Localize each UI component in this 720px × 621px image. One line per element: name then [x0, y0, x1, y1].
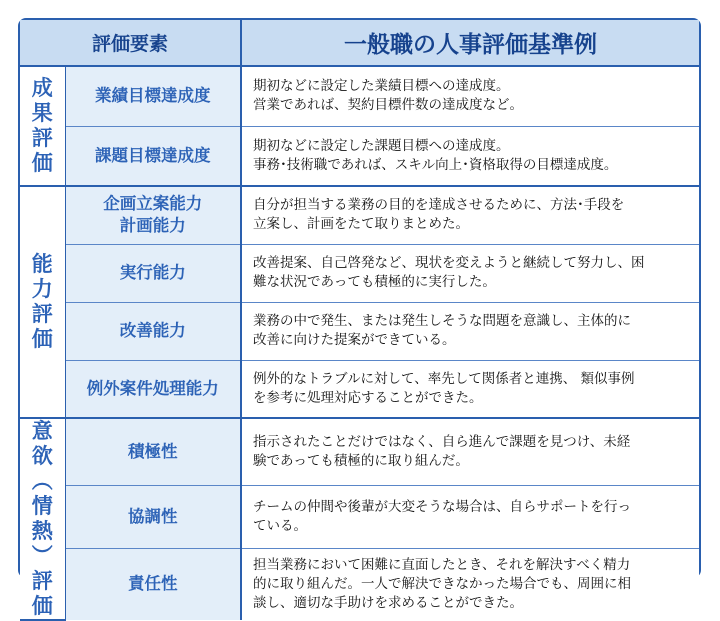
group-label-char: 果 [31, 101, 53, 125]
evaluation-element-cell [65, 418, 241, 485]
evaluation-criteria-table-frame [18, 18, 701, 618]
evaluation-element-name: 改善能力 [119, 321, 186, 340]
group-label-char: 情 [31, 494, 53, 518]
criteria-example-line: 期初などに設定した業績目標への達成度。 [253, 78, 510, 95]
table-row [20, 548, 699, 620]
criteria-example-line: 難な状況であっても積極的に実行した。 [253, 274, 496, 290]
group-label-char: ︶ [31, 544, 53, 568]
criteria-example-line: 験であっても積極的に取り組んだ。 [253, 452, 469, 469]
criteria-example-line: を参考に処理対応することができた。 [253, 389, 483, 406]
evaluation-element-cell [65, 244, 241, 302]
evaluation-element-name: 協調性 [128, 506, 178, 526]
criteria-example-line: 改善提案、自己啓発など、現状を変えようと継続して努力し、困 [253, 255, 645, 271]
evaluation-element-cell [65, 360, 241, 418]
criteria-example-line: 営業であれば、契約目標件数の達成度など。 [253, 97, 524, 114]
criteria-example-cell [241, 186, 699, 244]
evaluation-element-cell [65, 548, 241, 620]
group-label-char: 成 [31, 76, 53, 100]
group-label-char: 熱 [31, 519, 53, 543]
criteria-example-line: ている。 [253, 517, 308, 534]
table-header-row [20, 20, 699, 66]
group-label-char: 力 [31, 277, 53, 301]
evaluation-element-name: 積極性 [128, 441, 178, 461]
criteria-example-line: 談し、適切な手助けを求めることができた。 [253, 594, 524, 611]
table-row [20, 302, 699, 360]
criteria-example-line: 例外的なトラブルに対して、率先して関係者と連携、 類似事例 [253, 370, 635, 387]
criteria-example-line: 立案し、計画をたて取りまとめた。 [253, 216, 470, 233]
evaluation-element-cell [65, 302, 241, 360]
criteria-example-line: 事務･技術職であれば、スキル向上･資格取得の目標達成度。 [253, 156, 618, 173]
evaluation-criteria-table [20, 20, 699, 621]
evaluation-element-cell [65, 126, 241, 186]
criteria-example-cell [241, 548, 699, 620]
group-label-char: 評 [31, 302, 53, 326]
evaluation-element-name: 課題目標達成度 [95, 145, 211, 165]
criteria-example-line: 担当業務において困難に直面したとき、それを解決すべく精力 [253, 556, 631, 573]
table-row [20, 360, 699, 418]
group-label-char: ︵ [31, 469, 53, 493]
evaluation-element-name: 実行能力 [119, 263, 186, 282]
table-row [20, 485, 699, 548]
evaluation-element-name: 例外案件処理能力 [86, 378, 219, 398]
criteria-example-cell [241, 126, 699, 186]
evaluation-element-cell [65, 485, 241, 548]
table-row [20, 418, 699, 485]
criteria-example-line: 的に取り組んだ。一人で解決できなかった場合でも、周囲に相 [253, 575, 632, 592]
criteria-example-cell [241, 360, 699, 418]
criteria-example-cell [241, 66, 699, 126]
group-ability-evaluation-label [20, 186, 65, 418]
evaluation-element-cell [65, 66, 241, 126]
evaluation-element-name: 企画立案能力 [103, 194, 203, 214]
group-label-char: 評 [31, 126, 53, 150]
header-criteria-example: 一般職の人事評価基準例 [241, 20, 699, 66]
evaluation-element-name: 計画能力 [119, 216, 186, 236]
evaluation-element-name: 業績目標達成度 [95, 86, 211, 106]
group-results-evaluation-label [20, 66, 65, 186]
criteria-example-cell [241, 418, 699, 485]
table-row [20, 66, 699, 126]
criteria-example-cell [241, 485, 699, 548]
group-label-char: 価 [31, 327, 53, 351]
table-row [20, 186, 699, 244]
group-label-char: 意 [31, 419, 53, 443]
table-row [20, 244, 699, 302]
criteria-example-cell [241, 244, 699, 302]
group-label-char: 価 [31, 594, 53, 618]
criteria-example-line: 指示されたことだけではなく、自ら進んで課題を見つけ、未経 [253, 433, 631, 450]
criteria-example-line: 業務の中で発生、または発生しそうな問題を意識し、主体的に [253, 313, 632, 329]
criteria-example-line: 自分が担当する業務の目的を達成させるために、方法･手段を [253, 197, 625, 214]
group-label-char: 評 [31, 569, 53, 593]
evaluation-element-name: 責任性 [128, 574, 178, 594]
evaluation-element-cell [65, 186, 241, 244]
group-label-char: 欲 [31, 444, 53, 468]
table-row [20, 126, 699, 186]
criteria-example-line: 改善に向けた提案ができている。 [253, 332, 456, 348]
criteria-example-line: チームの仲間や後輩が大変そうな場合は、自らサポートを行っ [253, 498, 632, 515]
criteria-example-cell [241, 302, 699, 360]
group-label-char: 能 [31, 252, 53, 276]
header-evaluation-element: 評価要素 [20, 20, 241, 66]
criteria-example-line: 期初などに設定した課題目標への達成度。 [253, 137, 510, 154]
group-label-char: 価 [31, 151, 53, 175]
group-motivation-evaluation-label [20, 418, 65, 620]
